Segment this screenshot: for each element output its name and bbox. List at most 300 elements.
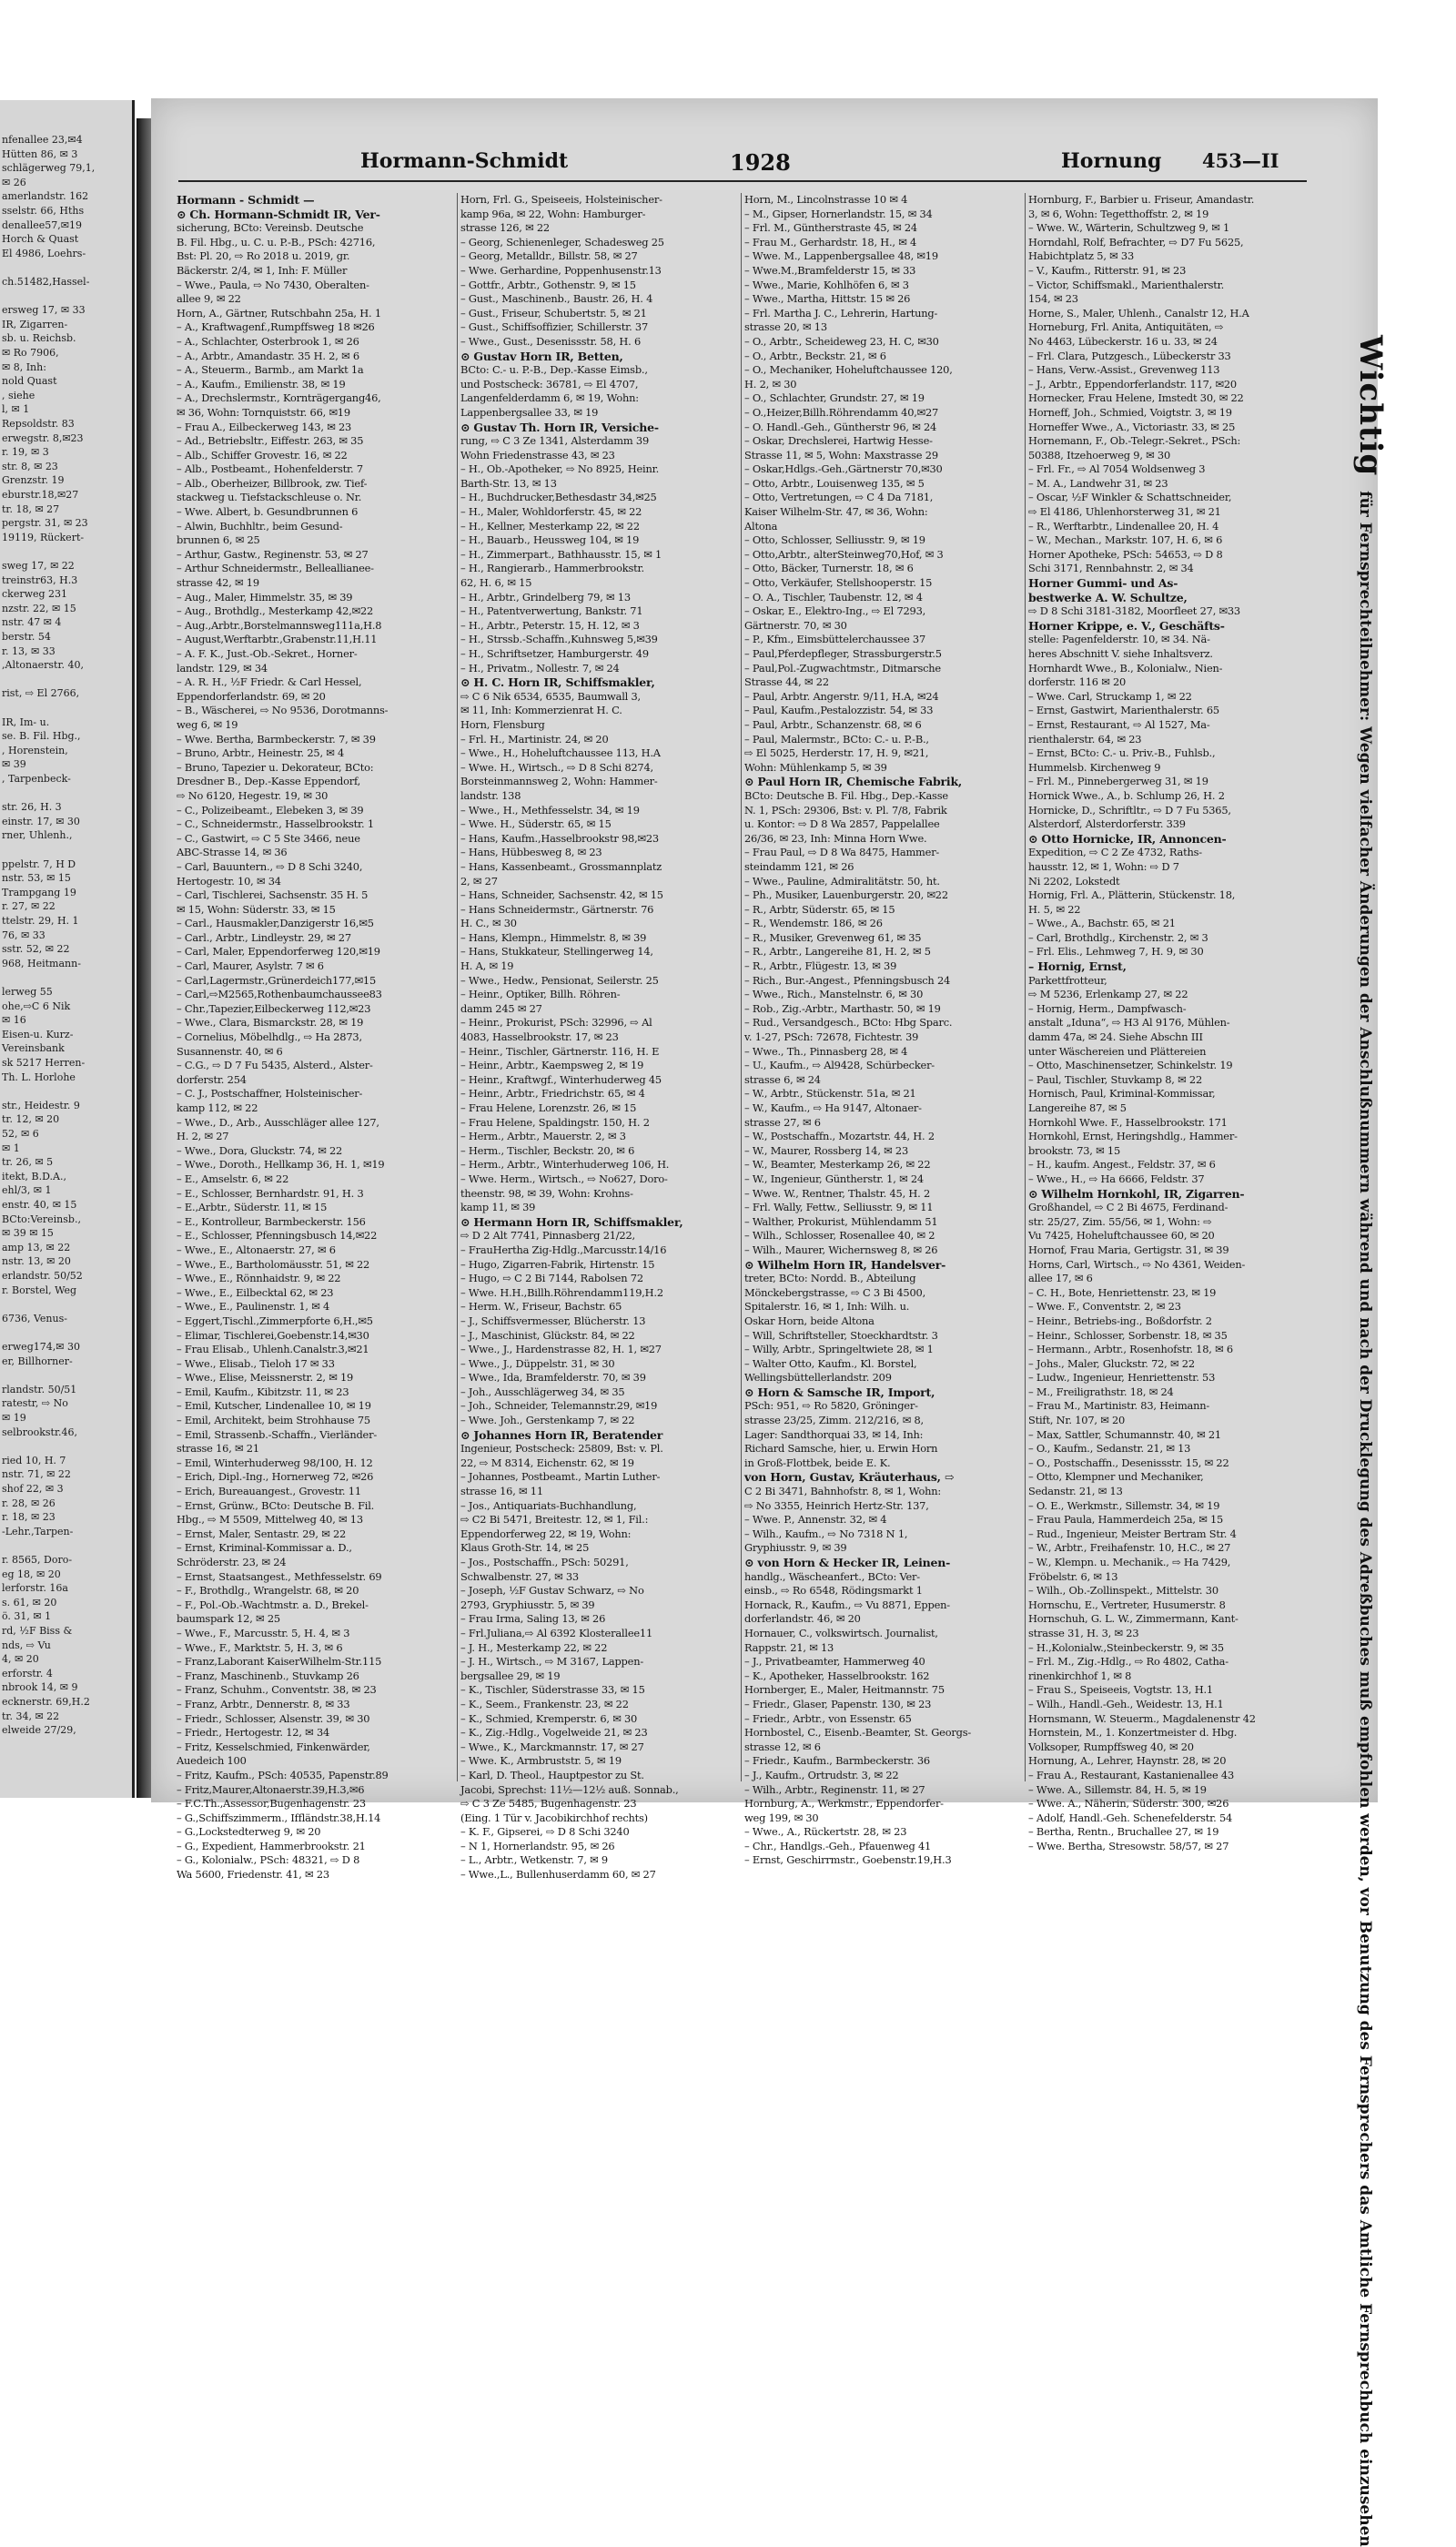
directory-entry-line: – R., Musiker, Grevenweg 61, ✉ 35 bbox=[744, 930, 922, 944]
directory-entry-line: Hornschu, E., Vertreter, Husumerstr. 8 bbox=[1028, 1598, 1226, 1611]
left-page-line: 4, ✉ 20 bbox=[2, 1653, 39, 1666]
directory-entry-line: – W., Maurer, Rossberg 14, ✉ 23 bbox=[744, 1143, 909, 1157]
left-page-line: ö. 31, ✉ 1 bbox=[2, 1610, 52, 1623]
left-page-line: denallee57,✉19 bbox=[2, 218, 82, 231]
directory-entry-line: Kaiser Wilhelm-Str. 47, ✉ 36, Wohn: bbox=[744, 505, 928, 519]
directory-entry-line: – Wwe., F., Marcusstr. 5, H. 4, ✉ 3 bbox=[177, 1626, 350, 1639]
left-page-line: se. B. Fil. Hbg., bbox=[2, 730, 81, 743]
directory-entry-line: – Wwe. K., Armbruststr. 5, ✉ 19 bbox=[460, 1754, 622, 1768]
left-page-line: Th. L. Horlohe bbox=[2, 1071, 76, 1083]
left-page-line: erweg174,✉ 30 bbox=[2, 1341, 80, 1353]
left-page-line: nfenallee 23,✉4 bbox=[2, 134, 83, 146]
directory-entry-line: ⊙ Otto Hornicke, IR, Annoncen- bbox=[1028, 831, 1227, 846]
directory-entry-line: – H., Kellner, Mesterkamp 22, ✉ 22 bbox=[460, 519, 640, 533]
directory-entry-line: – K., Zig.-Hdlg., Vogelweide 21, ✉ 23 bbox=[460, 1726, 648, 1740]
directory-entry-line: – Otto, Klempner und Mechaniker, bbox=[1028, 1470, 1204, 1484]
directory-entry-line: – Hans, Stukkateur, Stellingerweg 14, bbox=[460, 945, 653, 959]
left-page-line: ✉ 39 ✉ 15 bbox=[2, 1227, 54, 1240]
directory-entry-line: Hornung, A., Lehrer, Haynstr. 28, ✉ 20 bbox=[1028, 1754, 1227, 1768]
directory-entry-line: – Wwe., Martha, Hittstr. 15 ✉ 26 bbox=[744, 292, 911, 306]
directory-entry-line: – Wwe., H., Methfesselstr. 34, ✉ 19 bbox=[460, 803, 640, 817]
left-page-line: tr. 34, ✉ 22 bbox=[2, 1710, 60, 1722]
directory-entry-line: – O., Kaufm., Sedanstr. 21, ✉ 13 bbox=[1028, 1442, 1191, 1456]
left-page-line: amp 13, ✉ 22 bbox=[2, 1241, 71, 1253]
directory-entry-line: ⊙ Horn & Samsche IR, Import, bbox=[744, 1385, 935, 1399]
directory-entry-line: Hornicke, D., Schriftltr., ⇨ D 7 Fu 5365, bbox=[1028, 803, 1231, 817]
directory-entry-line: – B., Wäscherei, ⇨ No 9536, Dorotmanns- bbox=[177, 704, 389, 717]
directory-entry-line: Klaus Groth-Str. 14, ✉ 25 bbox=[460, 1541, 590, 1555]
directory-entry-line: – Frl. M., Zig.-Hdlg., ⇨ Ro 4802, Catha- bbox=[1028, 1655, 1228, 1669]
directory-entry-line: in Groß-Flottbek, beide E. K. bbox=[744, 1456, 891, 1469]
directory-entry-line: – H., Maler, Wohldorferstr. 45, ✉ 22 bbox=[460, 505, 642, 519]
directory-entry-line: – O., Arbtr., Scheideweg 23, H. C, ✉30 bbox=[744, 334, 939, 348]
directory-entry-line: – Herm. W., Friseur, Bachstr. 65 bbox=[460, 1300, 622, 1314]
directory-entry-line: landstr. 129, ✉ 34 bbox=[177, 661, 268, 675]
directory-entry-line: Hornecker, Frau Helene, Imstedt 30, ✉ 22 bbox=[1028, 391, 1244, 405]
left-page-line: r. Borstel, Weg bbox=[2, 1284, 77, 1296]
directory-entry-line: – E., Schlosser, Pfenningsbusch 14,✉22 bbox=[177, 1229, 378, 1243]
directory-entry-line: brunnen 6, ✉ 25 bbox=[177, 533, 260, 547]
directory-entry-line: – Otto, Verkäufer, Stellshooperstr. 15 bbox=[744, 576, 933, 590]
left-page-line: nold Quast bbox=[2, 375, 57, 388]
directory-entry-line: – Frau Helene, Lorenzstr. 26, ✉ 15 bbox=[460, 1101, 637, 1114]
left-page-line: ehl/3, ✉ 1 bbox=[2, 1184, 52, 1197]
directory-entry-line: – Frl. Fr., ⇨ Al 7054 Woldsenweg 3 bbox=[1028, 462, 1206, 476]
left-page-line: ch.51482,Hassel- bbox=[2, 276, 90, 288]
directory-entry-line: ⇨ No 6120, Hegestr. 19, ✉ 30 bbox=[177, 788, 329, 802]
directory-entry-line: Horndahl, Rolf, Befrachter, ⇨ D7 Fu 5625, bbox=[1028, 235, 1244, 249]
directory-entry-line: 50388, Itzehoerweg 9, ✉ 30 bbox=[1028, 448, 1171, 462]
left-page-line: rlandstr. 50/51 bbox=[2, 1383, 77, 1395]
directory-entry-line: – W., Arbtr., Stückenstr. 51a, ✉ 21 bbox=[744, 1087, 916, 1101]
directory-entry-line: Eppendorferlandstr. 69, ✉ 20 bbox=[177, 689, 326, 703]
directory-entry-line: – H., Strssb.-Schaffn.,Kuhnsweg 5,✉39 bbox=[460, 633, 658, 646]
directory-entry-line: Jacobi, Sprechst: 11½—12½ auß. Sonnab., bbox=[460, 1782, 679, 1796]
left-page-line: IR, Im- u. bbox=[2, 715, 50, 728]
directory-entry-line: – C., Polizeibeamt., Elebeken 3, ✉ 39 bbox=[177, 803, 364, 817]
directory-entry-line: – Gottfr., Arbtr., Gothenstr. 9, ✉ 15 bbox=[460, 278, 636, 291]
left-page-line: sk 5217 Herren- bbox=[2, 1057, 86, 1069]
directory-entry-line: – Adolf, Handl.-Geh. Schenefelderstr. 54 bbox=[1028, 1811, 1233, 1824]
directory-entry-line: C 2 Bi 3471, Bahnhofstr. 8, ✉ 1, Wohn: bbox=[744, 1485, 942, 1498]
directory-entry-line: brookstr. 73, ✉ 15 bbox=[1028, 1143, 1121, 1157]
left-page-line: sselstr. 66, Hths bbox=[2, 205, 85, 217]
directory-entry-line: Wellingsbüttellerlandstr. 209 bbox=[744, 1371, 892, 1385]
left-page-line: nstr. 47 ✉ 4 bbox=[2, 616, 62, 629]
column-2 bbox=[460, 193, 738, 1882]
directory-entry-line: – O.,Heizer,Billh.Röhrendamm 40,✉27 bbox=[744, 405, 939, 419]
directory-entry-line: – Friedr., Schlosser, Alsenstr. 39, ✉ 30 bbox=[177, 1711, 370, 1725]
directory-entry-line: ⊙ Ch. Hormann-Schmidt IR, Ver- bbox=[177, 207, 380, 221]
directory-entry-line: Dresdner B., Dep.-Kasse Eppendorf, bbox=[177, 775, 361, 788]
directory-entry-line: – Frl. Elis., Lehmweg 7, H. 9, ✉ 30 bbox=[1028, 945, 1204, 959]
directory-entry-line: ⊙ Johannes Horn IR, Beratender bbox=[460, 1427, 663, 1442]
left-page-line: nstr. 53, ✉ 15 bbox=[2, 872, 71, 885]
directory-entry-line: Hornkohl Wwe. F., Hasselbrookstr. 171 bbox=[1028, 1115, 1228, 1129]
directory-entry-line: – F., Brothdlg., Wrangelstr. 68, ✉ 20 bbox=[177, 1584, 359, 1598]
left-page-line: ✉ 26 bbox=[2, 176, 26, 188]
left-page-line: 968, Heitmann- bbox=[2, 957, 81, 969]
directory-entry-line: – H., Arbtr., Peterstr. 15, H. 12, ✉ 3 bbox=[460, 618, 640, 632]
directory-entry-line: – M. A., Landwehr 31, ✉ 23 bbox=[1028, 476, 1168, 490]
left-page-line: Trampgang 19 bbox=[2, 886, 76, 898]
directory-entry-line: – E.,Arbtr., Süderstr. 11, ✉ 15 bbox=[177, 1201, 328, 1214]
directory-entry-line: – Paul, Malermstr., BCto: C.- u. P.-B., bbox=[744, 732, 929, 746]
directory-entry-line: – O., Schlachter, Grundstr. 27, ✉ 19 bbox=[744, 391, 925, 405]
directory-entry-line: handlg., Wäscheanfert., BCto: Ver- bbox=[744, 1569, 920, 1583]
directory-entry-line: – Friedr., Hertogestr. 12, ✉ 34 bbox=[177, 1726, 330, 1740]
directory-entry-line: – Wwe., Elisab., Tieloh 17 ✉ 33 bbox=[177, 1356, 335, 1370]
directory-entry-line: – Carl,⇨M2565,Rothenbaumchaussee83 bbox=[177, 988, 382, 1001]
directory-entry-line: ✉ 15, Wohn: Süderstr. 33, ✉ 15 bbox=[177, 902, 336, 916]
directory-entry-line: – Wwe. A., Sillemstr. 84, H. 5, ✉ 19 bbox=[1028, 1782, 1207, 1796]
directory-entry-line: Horne, S., Maler, Uhlenh., Canalstr 12, H.A bbox=[1028, 306, 1249, 320]
directory-entry-line: Horn, Frl. G., Speiseeis, Holsteinischer- bbox=[460, 193, 662, 206]
page-number: 453—II bbox=[1202, 149, 1279, 172]
directory-entry-line: – U., Kaufm., ⇨ Al9428, Schürbecker- bbox=[744, 1059, 935, 1072]
directory-entry-line: – Wwe.,L., Bullenhuserdamm 60, ✉ 27 bbox=[460, 1868, 656, 1882]
directory-entry-line: – Ernst, Restaurant, ⇨ Al 1527, Ma- bbox=[1028, 717, 1210, 731]
directory-entry-line: – E., Schlosser, Bernhardstr. 91, H. 3 bbox=[177, 1186, 364, 1200]
left-page-line: erforstr. 4 bbox=[2, 1667, 53, 1679]
left-page-line: ecknerstr. 69,H.2 bbox=[2, 1696, 90, 1708]
directory-entry-line: ⇨ C2 Bi 5471, Breitestr. 12, ✉ 1, Fil.: bbox=[460, 1513, 649, 1527]
directory-entry-line: Hertogestr. 10, ✉ 34 bbox=[177, 874, 281, 888]
directory-entry-line: – Elimar, Tischlerei,Goebenstr.14,✉30 bbox=[177, 1328, 369, 1342]
directory-entry-line: 62, H. 6, ✉ 15 bbox=[460, 576, 532, 590]
left-page-line: str. 26, H. 3 bbox=[2, 801, 62, 814]
directory-entry-line: Hornisch, Paul, Kriminal-Kommissar, bbox=[1028, 1087, 1216, 1101]
directory-entry-line: – R., Arbtr, Süderstr. 65, ✉ 15 bbox=[744, 902, 895, 916]
directory-entry-line: – Chr., Handlgs.-Geh., Pfauenweg 41 bbox=[744, 1839, 932, 1852]
directory-entry-line: – Oskar, E., Elektro-Ing., ⇨ El 7293, bbox=[744, 604, 926, 618]
directory-entry-line: und Postscheck: 36781, ⇨ El 4707, bbox=[460, 377, 639, 391]
left-page-line: berstr. 54 bbox=[2, 631, 51, 643]
left-page-line: einstr. 17, ✉ 30 bbox=[2, 815, 80, 827]
directory-entry-line: Barth-Str. 13, ✉ 13 bbox=[460, 476, 557, 490]
directory-entry-line: – A. F. K., Just.-Ob.-Sekret., Horner- bbox=[177, 647, 358, 660]
directory-entry-line: Langenfelderdamm 6, ✉ 19, Wohn: bbox=[460, 391, 639, 405]
directory-entry-line: dorferstr. 116 ✉ 20 bbox=[1028, 675, 1127, 689]
directory-entry-line: – Hornig, Herm., Dampfwasch- bbox=[1028, 1001, 1187, 1015]
directory-entry-line: – Frl. H., Martinistr. 24, ✉ 20 bbox=[460, 732, 609, 746]
directory-entry-line: Hornemann, F., Ob.-Telegr.-Sekret., PSch: bbox=[1028, 434, 1241, 448]
directory-entry-line: – Wwe., Pauline, Admiralitätstr. 50, ht. bbox=[744, 874, 940, 888]
directory-entry-line: allee 9, ✉ 22 bbox=[177, 292, 241, 306]
directory-entry-line: – Paul, Arbtr., Schanzenstr. 68, ✉ 6 bbox=[744, 717, 922, 731]
left-page-line: str. 8, ✉ 23 bbox=[2, 460, 58, 472]
directory-entry-line: H. A, ✉ 19 bbox=[460, 959, 514, 973]
directory-entry-line: – Emil, Strassenb.-Schaffn., Vierländer- bbox=[177, 1427, 377, 1441]
directory-entry-line: – Wwe. H.H.,Billh.Röhrendamm119,H.2 bbox=[460, 1285, 663, 1299]
directory-entry-line: u. Kontor: ⇨ D 8 Wa 2857, Pappelallee bbox=[744, 817, 940, 831]
directory-entry-line: Alsterdorf, Alsterdorferstr. 339 bbox=[1028, 817, 1186, 831]
directory-entry-line: H. 5, ✉ 22 bbox=[1028, 902, 1081, 916]
directory-entry-line: Gärtnerstr. 70, ✉ 30 bbox=[744, 618, 847, 632]
directory-entry-line: – Franz, Schuhm., Conventstr. 38, ✉ 23 bbox=[177, 1683, 377, 1697]
left-page-line: ✉ 8, Inh: bbox=[2, 360, 46, 373]
directory-entry-line: – Hornig, Ernst, bbox=[1028, 959, 1127, 974]
directory-entry-line: – Johannes, Postbeamt., Martin Luther- bbox=[460, 1470, 661, 1484]
directory-entry-line: BCto: Deutsche B. Fil. Hbg., Dep.-Kasse bbox=[744, 788, 948, 802]
directory-entry-line: Gryphiusstr. 9, ✉ 39 bbox=[744, 1541, 847, 1555]
left-page-line: l, ✉ 1 bbox=[2, 403, 30, 416]
notice-text: für Fernsprechteilnehmer: Wegen vielfacher Änderungen der Anschlußnummern während und nach der Drucklegung des Adreßbuches muß empfohlen werden, vor Benutzung des Fernsprechers das Amtliche Fernsprechbuch einzusehen bbox=[1356, 491, 1374, 2547]
directory-entry-line: strasse 16, ✉ 21 bbox=[177, 1442, 259, 1456]
directory-entry-line: BCto: C.- u. P.-B., Dep.-Kasse Eimsb., bbox=[460, 363, 648, 377]
left-page-line: rd, ½F Biss & bbox=[2, 1625, 73, 1637]
directory-entry-line: – Heinr., Tischler, Gärtnerstr. 116, H. E bbox=[460, 1044, 660, 1058]
directory-entry-line: (Eing. 1 Tür v. Jacobikirchhof rechts) bbox=[460, 1811, 648, 1824]
left-page-line: erlandstr. 50/52 bbox=[2, 1270, 83, 1282]
left-page-line: erwegstr. 8,✉23 bbox=[2, 431, 84, 444]
left-page-line: Grenzstr. 19 bbox=[2, 474, 65, 487]
directory-entry-line: – Carl, Tischlerei, Sachsenstr. 35 H. 5 bbox=[177, 888, 369, 902]
left-page-line: Repsoldstr. 83 bbox=[2, 418, 75, 430]
directory-entry-line: – C., Schneidermstr., Hasselbrookstr. 1 bbox=[177, 817, 374, 831]
directory-entry-line: – J., Schiffsvermesser, Blücherstr. 13 bbox=[460, 1314, 646, 1327]
left-page-line: El 4986, Loehrs- bbox=[2, 247, 86, 259]
directory-entry-line: ⇨ D 8 Schi 3181-3182, Moorfleet 27, ✉33 bbox=[1028, 604, 1240, 618]
directory-entry-line: – Frau Paula, Hammerdeich 25a, ✉ 15 bbox=[1028, 1513, 1224, 1527]
column-divider bbox=[741, 193, 742, 1781]
directory-entry-line: – Fritz,Maurer,Altonaerstr.39,H.3,✉6 bbox=[177, 1782, 365, 1796]
directory-entry-line: ✉ 11, Inh: Kommerzienrat H. C. bbox=[460, 704, 622, 717]
directory-entry-line: – Paul,Pferdepfleger, Strassburgerstr.5 bbox=[744, 647, 942, 660]
directory-entry-line: – Ernst, Maler, Sentastr. 29, ✉ 22 bbox=[177, 1527, 347, 1540]
directory-entry-line: – K., Seem., Frankenstr. 23, ✉ 22 bbox=[460, 1697, 629, 1710]
directory-entry-line: – Ernst, Geschirrmstr., Goebenstr.19,H.3 bbox=[744, 1853, 952, 1867]
directory-entry-line: – C. H., Bote, Henriettenstr. 23, ✉ 19 bbox=[1028, 1285, 1217, 1299]
left-page-line: , Horenstein, bbox=[2, 744, 68, 756]
left-page-line: eburstr.18,✉27 bbox=[2, 489, 79, 501]
directory-entry-line: Strasse 44, ✉ 22 bbox=[744, 675, 829, 689]
left-page-line: -Lehr.,Tarpen- bbox=[2, 1525, 74, 1537]
directory-entry-line: ⊙ Wilhelm Horn IR, Handelsver- bbox=[744, 1257, 946, 1272]
directory-entry-line: – A., Kraftwagenf.,Rumpffsweg 18 ✉26 bbox=[177, 320, 375, 334]
left-page-line: ttelstr. 29, H. 1 bbox=[2, 915, 79, 927]
directory-entry-line: – Hugo, ⇨ C 2 Bi 7144, Rabolsen 72 bbox=[460, 1272, 643, 1285]
left-page-line: sweg 17, ✉ 22 bbox=[2, 560, 75, 572]
left-page-line: sb. u. Reichsb. bbox=[2, 332, 76, 345]
directory-entry-line: – Wwe. Bertha, Stresowstr. 58/57, ✉ 27 bbox=[1028, 1839, 1229, 1852]
directory-entry-line: – J., Privatbeamter, Hammerweg 40 bbox=[744, 1655, 925, 1669]
directory-entry-line: – FrauHertha Zig-Hdlg.,Marcusstr.14/16 bbox=[460, 1243, 667, 1256]
directory-entry-line: – Frl. Wally, Fettw., Selliusstr. 9, ✉ 11 bbox=[744, 1201, 934, 1214]
directory-entry-line: Strasse 11, ✉ 5, Wohn: Maxstrasse 29 bbox=[744, 448, 938, 462]
directory-entry-line: – Wwe. Gerhardine, Poppenhusenstr.13 bbox=[460, 263, 662, 277]
directory-entry-line: – Otto, Vertretungen, ⇨ C 4 Da 7181, bbox=[744, 491, 934, 504]
directory-entry-line: – Karl, D. Theol., Hauptpestor zu St. bbox=[460, 1768, 644, 1781]
directory-entry-line: – Carl., Hausmakler,Danzigerstr 16,✉5 bbox=[177, 917, 374, 930]
directory-entry-line: weg 199, ✉ 30 bbox=[744, 1811, 819, 1824]
directory-entry-line: – K. F., Gipserei, ⇨ D 8 Schi 3240 bbox=[460, 1825, 630, 1839]
directory-entry-line: ABC-Strasse 14, ✉ 36 bbox=[177, 846, 288, 859]
left-page-line: , siehe bbox=[2, 389, 35, 401]
directory-entry-line: – Gust., Maschinenb., Baustr. 26, H. 4 bbox=[460, 292, 653, 306]
directory-entry-line: steindamm 121, ✉ 26 bbox=[744, 859, 854, 873]
directory-entry-line: – Ernst, Gastwirt, Marienthalerstr. 65 bbox=[1028, 704, 1219, 717]
directory-entry-line: – Wwe., Elise, Meissnerstr. 2, ✉ 19 bbox=[177, 1371, 354, 1385]
directory-entry-line: – Wwe., Th., Pinnasberg 28, ✉ 4 bbox=[744, 1044, 908, 1058]
directory-entry-line: bergsallee 29, ✉ 19 bbox=[460, 1669, 561, 1682]
directory-entry-line: Richard Samsche, hier, u. Erwin Horn bbox=[744, 1442, 938, 1456]
directory-entry-line: unter Wäschereien und Plättereien bbox=[1028, 1044, 1207, 1058]
directory-entry-line: – Franz, Arbtr., Dennerstr. 8, ✉ 33 bbox=[177, 1697, 350, 1710]
left-page-line: pergstr. 31, ✉ 23 bbox=[2, 517, 88, 530]
directory-entry-line: – Joseph, ½F Gustav Schwarz, ⇨ No bbox=[460, 1584, 644, 1598]
directory-entry-line: – Herm., Arbtr., Mauerstr. 2, ✉ 3 bbox=[460, 1130, 626, 1143]
directory-entry-line: – Fritz, Kaufm., PSch: 40535, Papenstr.89 bbox=[177, 1768, 389, 1781]
left-page-line: ,Altonaerstr. 40, bbox=[2, 659, 85, 672]
directory-entry-line: Volksoper, Rumpffsweg 40, ✉ 20 bbox=[1028, 1740, 1194, 1753]
directory-entry-line: – O., Arbtr., Beckstr. 21, ✉ 6 bbox=[744, 349, 886, 362]
directory-entry-line: Wohn Friedenstrasse 43, ✉ 23 bbox=[460, 448, 615, 462]
directory-entry-line: – Wwe., Gust., Desenissstr. 58, H. 6 bbox=[460, 334, 642, 348]
directory-entry-line: – Frau Paul, ⇨ D 8 Wa 8475, Hammer- bbox=[744, 846, 940, 859]
directory-entry-line: – Heinr., Kraftwgf., Winterhuderweg 45 bbox=[460, 1072, 662, 1086]
directory-entry-line: – C. J., Postschaffner, Holsteinischer- bbox=[177, 1087, 363, 1101]
directory-entry-line: – Wwe. W., Rentner, Thalstr. 45, H. 2 bbox=[744, 1186, 931, 1200]
directory-entry-line: – Carl, Bauuntern., ⇨ D 8 Schi 3240, bbox=[177, 859, 363, 873]
directory-entry-line: – Wwe., A., Rückertstr. 28, ✉ 23 bbox=[744, 1825, 907, 1839]
directory-entry-line: Fröbelstr. 6, ✉ 13 bbox=[1028, 1569, 1118, 1583]
directory-entry-line: – H., Zimmerpart., Bathhausstr. 15, ✉ 1 bbox=[460, 547, 662, 561]
directory-entry-line: ⇨ El 5025, Herderstr. 17, H. 9, ✉21, bbox=[744, 746, 929, 760]
left-page-line: r. 28, ✉ 26 bbox=[2, 1497, 56, 1509]
directory-entry-line: Horneffer Wwe., A., Victoriastr. 33, ✉ 25 bbox=[1028, 420, 1236, 433]
left-page-line: selbrookstr.46, bbox=[2, 1426, 77, 1438]
directory-entry-line: – Carl, Brothdlg., Kirchenstr. 2, ✉ 3 bbox=[1028, 930, 1208, 944]
left-page-line: lerweg 55 bbox=[2, 986, 53, 998]
directory-entry-line: kamp 96a, ✉ 22, Wohn: Hamburger- bbox=[460, 207, 646, 220]
directory-entry-line: – Otto,Arbtr., alterSteinweg70,Hof, ✉ 3 bbox=[744, 547, 944, 561]
directory-entry-line: – Wwe., H., ⇨ Ha 6666, Feldstr. 37 bbox=[1028, 1172, 1205, 1185]
directory-entry-line: – Wwe., Ida, Bramfelderstr. 70, ✉ 39 bbox=[460, 1371, 646, 1385]
directory-entry-line: – Wilh., Schlosser, Rosenallee 40, ✉ 2 bbox=[744, 1229, 935, 1243]
directory-entry-line: – Frau Helene, Spaldingstr. 150, H. 2 bbox=[460, 1115, 650, 1129]
directory-entry-line: strasse 20, ✉ 13 bbox=[744, 320, 827, 334]
directory-entry-line: damm 245 ✉ 27 bbox=[460, 1001, 542, 1015]
directory-entry-line: Hornburg, A., Werkmstr., Eppendorfer- bbox=[744, 1797, 944, 1811]
left-page-line: rist, ⇨ El 2766, bbox=[2, 687, 80, 700]
directory-entry-line: – Cornelius, Möbelhdlg., ⇨ Ha 2873, bbox=[177, 1030, 362, 1044]
directory-entry-line: – Willy, Arbtr., Springeltwiete 28, ✉ 1 bbox=[744, 1343, 934, 1356]
left-page-line: r. 27, ✉ 22 bbox=[2, 900, 56, 913]
directory-entry-line: – Paul, Kaufm.,Pestalozzistr. 54, ✉ 33 bbox=[744, 704, 934, 717]
directory-entry-line: No 4463, Lübeckerstr. 16 u. 33, ✉ 24 bbox=[1028, 334, 1218, 348]
directory-entry-line: – H., Patentverwertung, Bankstr. 71 bbox=[460, 604, 643, 618]
directory-entry-line: Hornberger, E., Maler, Heitmannstr. 75 bbox=[744, 1683, 945, 1697]
directory-entry-line: ⊙ Paul Horn IR, Chemische Fabrik, bbox=[744, 775, 963, 789]
left-page-line: 76, ✉ 33 bbox=[2, 928, 46, 941]
directory-entry-line: – Wwe., F., Marktstr. 5, H. 3, ✉ 6 bbox=[177, 1640, 343, 1654]
directory-page bbox=[151, 98, 1389, 2547]
directory-entry-line: – W., Mechan., Markstr. 107, H. 6, ✉ 6 bbox=[1028, 533, 1223, 547]
directory-entry-line: Bst: Pl. 20, ⇨ Ro 2018 u. 2019, gr. bbox=[177, 249, 350, 263]
directory-entry-line: – Frl. Clara, Putzgesch., Lübeckerstr 33 bbox=[1028, 349, 1231, 362]
directory-entry-line: – Wwe., Hedw., Pensionat, Seilerstr. 25 bbox=[460, 973, 659, 987]
directory-entry-line: – Frl. Martha J. C., Lehrerin, Hartung- bbox=[744, 306, 938, 320]
directory-entry-line: ⇨ C 3 Ze 5485, Bugenhagenstr. 23 bbox=[460, 1797, 637, 1811]
directory-entry-line: – C.G., ⇨ D 7 Fu 5435, Alsterd., Alster- bbox=[177, 1059, 373, 1072]
directory-entry-line: einsb., ⇨ Ro 6548, Rödingsmarkt 1 bbox=[744, 1584, 923, 1598]
directory-entry-line: – Georg, Metalldr., Billstr. 58, ✉ 27 bbox=[460, 249, 638, 263]
directory-entry-line: – Emil, Architekt, beim Strohhause 75 bbox=[177, 1414, 370, 1427]
left-page-line: itekt, B.D.A., bbox=[2, 1170, 66, 1182]
directory-entry-line: – M., Freiligrathstr. 18, ✉ 24 bbox=[1028, 1385, 1174, 1398]
directory-entry-line: – Rich., Bur.-Angest., Pfenningsbusch 24 bbox=[744, 973, 951, 987]
directory-entry-line: – Victor, Schiffsmakl., Marienthalerstr. bbox=[1028, 278, 1225, 291]
left-page-line: 19119, Rückert- bbox=[2, 531, 85, 543]
directory-entry-line: Horner Apotheke, PSch: 54653, ⇨ D 8 bbox=[1028, 547, 1223, 561]
directory-entry-line: – Heinr., Prokurist, PSch: 32996, ⇨ Al bbox=[460, 1016, 652, 1030]
directory-entry-line: Stift, Nr. 107, ✉ 20 bbox=[1028, 1414, 1126, 1427]
directory-entry-line: – Gust., Friseur, Schubertstr. 5, ✉ 21 bbox=[460, 306, 647, 320]
directory-entry-line: Auedeich 100 bbox=[177, 1754, 247, 1768]
directory-entry-line: – Arthur, Gastw., Reginenstr. 53, ✉ 27 bbox=[177, 547, 369, 561]
directory-entry-line: Lager: Sandthorquai 33, ✉ 14, Inh: bbox=[744, 1427, 924, 1441]
directory-entry-line: – Wilh., Maurer, Wichernsweg 8, ✉ 26 bbox=[744, 1243, 938, 1256]
directory-entry-line: – Wwe., J., Düppelstr. 31, ✉ 30 bbox=[460, 1356, 615, 1370]
directory-entry-line: 4083, Hasselbrookstr. 17, ✉ 23 bbox=[460, 1030, 619, 1044]
directory-entry-line: Borsteinmannsweg 2, Wohn: Hammer- bbox=[460, 775, 658, 788]
left-page-line: , Tarpenbeck- bbox=[2, 773, 71, 785]
left-page-line: r. 19, ✉ 3 bbox=[2, 446, 49, 459]
left-page-line: BCto:Vereinsb., bbox=[2, 1213, 81, 1225]
directory-entry-line: – Fritz, Kesselschmied, Finkenwärder, bbox=[177, 1740, 370, 1753]
left-page-line: amerlandstr. 162 bbox=[2, 190, 89, 203]
directory-entry-line: – F., Pol.-Ob.-Wachtmstr. a. D., Brekel- bbox=[177, 1598, 369, 1611]
directory-entry-line: – Heinr., Betriebs-ing., Boßdorfstr. 2 bbox=[1028, 1314, 1212, 1327]
directory-entry-line: H. 2, ✉ 30 bbox=[744, 377, 797, 391]
directory-entry-line: – R., Arbtr., Langereihe 81, H. 2, ✉ 5 bbox=[744, 945, 931, 959]
directory-entry-line: stelle: Pagenfelderstr. 10, ✉ 34. Nä- bbox=[1028, 633, 1210, 646]
directory-entry-line: strasse 12, ✉ 6 bbox=[744, 1740, 821, 1753]
directory-entry-line: kamp 11, ✉ 39 bbox=[460, 1201, 536, 1214]
left-page-line: schlägerweg 79,1, bbox=[2, 162, 96, 175]
directory-entry-line: H. 2, ✉ 27 bbox=[177, 1130, 229, 1143]
directory-entry-line: – G., Kolonialw., PSch: 48321, ⇨ D 8 bbox=[177, 1853, 360, 1867]
directory-entry-line: Mönckebergstrasse, ⇨ C 3 Bi 4500, bbox=[744, 1285, 925, 1299]
directory-entry-line: – Franz,Laborant KaiserWilhelm-Str.115 bbox=[177, 1655, 382, 1669]
directory-entry-line: str. 25/27, Zim. 55/56, ✉ 1, Wohn: ⇨ bbox=[1028, 1214, 1212, 1228]
directory-entry-line: – Wwe., Dora, Gluckstr. 74, ✉ 22 bbox=[177, 1143, 343, 1157]
directory-entry-line: Hbg., ⇨ M 5509, Mittelweg 40, ✉ 13 bbox=[177, 1513, 363, 1527]
directory-entry-line: Sedanstr. 21, ✉ 13 bbox=[1028, 1485, 1123, 1498]
directory-entry-line: Wohn: Mühlenkamp 5, ✉ 39 bbox=[744, 760, 887, 774]
directory-entry-line: Horneburg, Frl. Anita, Antiquitäten, ⇨ bbox=[1028, 320, 1224, 334]
directory-entry-line: hausstr. 12, ✉ 1, Wohn: ⇨ D 7 bbox=[1028, 859, 1179, 873]
directory-entry-line: – Wwe., D., Arb., Ausschläger allee 127, bbox=[177, 1115, 379, 1129]
directory-entry-line: – P., Kfm., Eimsbüttelerchaussee 37 bbox=[744, 633, 926, 646]
left-page-line: nstr. 13, ✉ 20 bbox=[2, 1255, 71, 1268]
directory-entry-line: – R., Arbtr., Flügestr. 13, ✉ 39 bbox=[744, 959, 897, 973]
directory-entry-line: – A., Steuerm., Barmb., am Markt 1a bbox=[177, 363, 364, 377]
directory-entry-line: – Joh., Ausschlägerweg 34, ✉ 35 bbox=[460, 1385, 625, 1398]
directory-entry-line: – Carl,Lagermstr.,Grünerdeich177,✉15 bbox=[177, 973, 377, 987]
directory-entry-line: Hornhardt Wwe., B., Kolonialw., Nien- bbox=[1028, 661, 1223, 675]
directory-entry-line: – V., Kaufm., Ritterstr. 91, ✉ 23 bbox=[1028, 263, 1187, 277]
directory-entry-line: – Paul, Arbtr. Angerstr. 9/11, H.A, ✉24 bbox=[744, 689, 939, 703]
directory-entry-line: – Friedr., Glaser, Papenstr. 130, ✉ 23 bbox=[744, 1697, 932, 1710]
directory-entry-line: Hornstein, M., 1. Konzertmeister d. Hbg. bbox=[1028, 1726, 1238, 1740]
directory-entry-line: – Hugo, Zigarren-Fabrik, Hirtenstr. 15 bbox=[460, 1257, 655, 1271]
directory-entry-line: 22, ⇨ M 8314, Eichenstr. 62, ✉ 19 bbox=[460, 1456, 634, 1469]
directory-entry-line: 2, ✉ 27 bbox=[460, 874, 498, 888]
directory-entry-line: Hornbostel, C., Eisenb.-Beamter, St. Georgs- bbox=[744, 1726, 971, 1740]
directory-entry-line: Schröderstr. 23, ✉ 24 bbox=[177, 1556, 287, 1568]
